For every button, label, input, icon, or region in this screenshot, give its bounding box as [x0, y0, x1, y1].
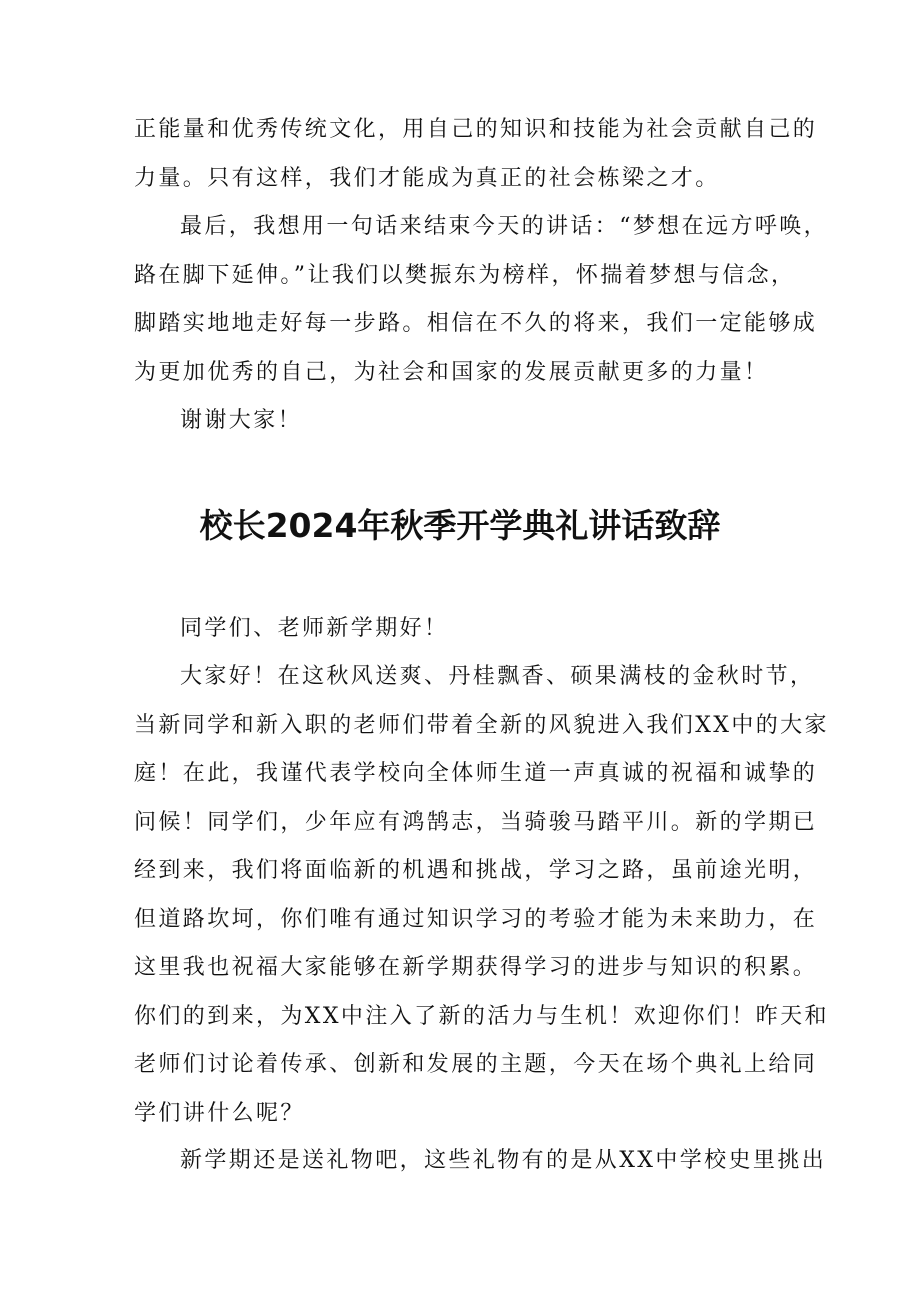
paragraph-line: 最后，我想用一句话来结束今天的讲话：“梦想在远方呼唤， — [180, 214, 829, 239]
paragraph-line: 路在脚下延伸。”让我们以樊振东为榜样，怀揣着梦想与信念， — [134, 262, 796, 288]
paragraph-line: 这里我也祝福大家能够在新学期获得学习的进步与知识的积累。 — [134, 955, 818, 980]
paragraph-line: 但道路坎坷，你们唯有通过知识学习的考验才能为未来助力，在 — [134, 906, 818, 932]
paragraph-line: 力量。只有这样，我们才能成为真正的社会栋梁之才。 — [134, 165, 720, 191]
paragraph-line: 问候！同学们，少年应有鸿鹄志，当骑骏马踏平川。新的学期已 — [134, 809, 818, 835]
greeting-text: 同学们、老师新学期好！ — [180, 616, 449, 641]
paragraph-line: 学们讲什么呢？ — [134, 1100, 305, 1126]
main-paragraph — [134, 653, 829, 1138]
document-title: 校长2024年秋季开学典礼讲话致辞 — [199, 506, 721, 545]
paragraph-line: 庭！在此，我谨代表学校向全体师生道一声真诚的祝福和诚挚的 — [134, 761, 818, 786]
paragraph-line: 为更加优秀的自己，为社会和国家的发展贡献更多的力量！ — [134, 359, 769, 385]
paragraph-line: 正能量和优秀传统文化，用自己的知识和技能为社会贡献自己的 — [134, 117, 818, 142]
paragraph-line: 大家好！在这秋风送爽、丹桂飘香、硕果满枝的金秋时节， — [180, 664, 815, 689]
closing-paragraph — [134, 203, 829, 397]
paragraph-line: 老师们讨论着传承、创新和发展的主题，今天在场个典礼上给同 — [134, 1052, 818, 1077]
paragraph-line: 新学期还是送礼物吧，这些礼物有的是从XX中学校史里挑出 — [180, 1148, 827, 1173]
paragraph-line: 脚踏实地地走好每一步路。相信在不久的将来，我们一定能够成 — [134, 311, 818, 336]
thanks-text: 谢谢大家！ — [180, 408, 303, 433]
paragraph-line: 你们的到来，为XX中注入了新的活力与生机！欢迎你们！昨天和 — [134, 1003, 829, 1029]
paragraph-line: 当新同学和新入职的老师们带着全新的风貌进入我们XX中的大家 — [134, 712, 829, 738]
last-paragraph — [134, 1137, 827, 1186]
continued-paragraph — [134, 106, 818, 203]
greeting-paragraph — [134, 605, 794, 654]
paragraph-line: 经到来，我们将面临新的机遇和挑战，学习之路，虽前途光明， — [134, 858, 818, 883]
thanks-paragraph — [134, 397, 794, 446]
